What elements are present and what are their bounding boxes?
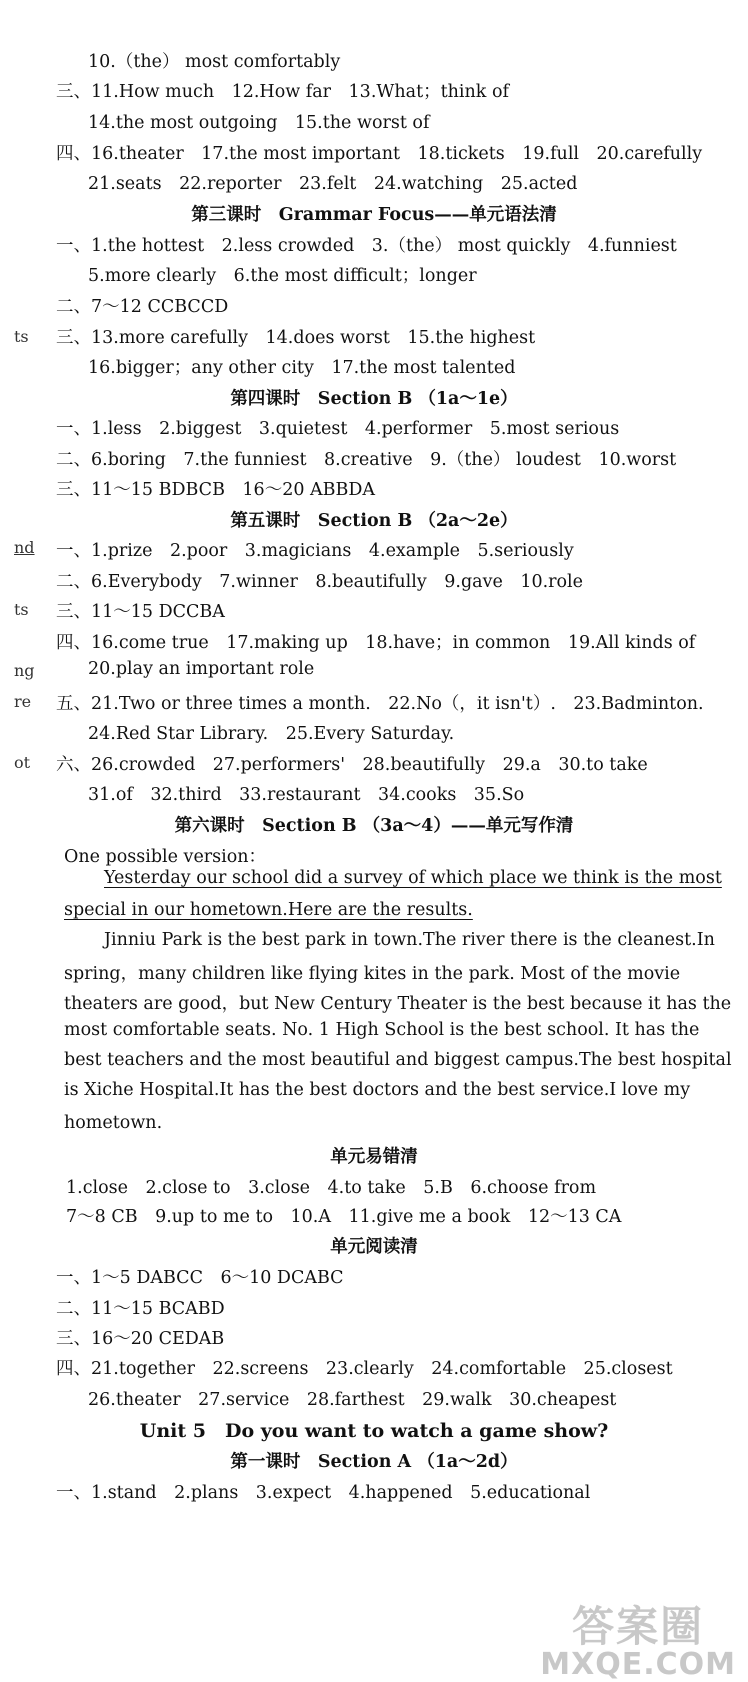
- unit-title: Unit 5 Do you want to watch a game show?: [139, 1420, 609, 1442]
- answer-line: 7～8 CB 9.up to me to 10.A 11.give me a book 12～13 CA: [66, 1207, 622, 1227]
- answer-line: 二、6.boring 7.the funniest 8.creative 9.（the） loudest 10.worst: [56, 450, 677, 470]
- writing-line: most comfortable seats. No. 1 High School is the best school. It has the: [64, 1020, 700, 1040]
- answer-line: 26.theater 27.service 28.farthest 29.walk 30.cheapest: [88, 1390, 617, 1410]
- watermark-url: MXQE.COM: [540, 1647, 736, 1682]
- answer-line: 5.more clearly 6.the most difficult；longer: [88, 266, 477, 286]
- answer-line: 16.bigger；any other city 17.the most talented: [88, 358, 516, 378]
- answer-line: 一、1.less 2.biggest 3.quietest 4.performer 5.most serious: [56, 419, 620, 439]
- answer-line: 六、26.crowded 27.performers' 28.beautifully 29.a 30.to take: [56, 755, 648, 775]
- answer-line: 二、7～12 CCBCCD: [56, 297, 229, 317]
- section-heading: 单元易错清: [330, 1147, 418, 1167]
- writing-line: is Xiche Hospital.It has the best doctors and the best service.I love my: [64, 1080, 691, 1100]
- answer-line: 三、11～15 BDBCB 16～20 ABBDA: [56, 480, 376, 500]
- answer-line: 一、1.the hottest 2.less crowded 3.（the） most quickly 4.funniest: [56, 236, 677, 256]
- answer-line: 五、21.Two or three times a month. 22.No（，it isn't）. 23.Badminton.: [56, 694, 704, 714]
- answer-line: 一、1.prize 2.poor 3.magicians 4.example 5.seriously: [56, 541, 574, 561]
- margin-fragment: ot: [14, 753, 31, 772]
- answer-line: 四、16.theater 17.the most important 18.tickets 19.full 20.carefully: [56, 144, 703, 164]
- answer-line: 一、1～5 DABCC 6～10 DCABC: [56, 1268, 344, 1288]
- writing-line: spring，many children like flying kites in the park. Most of the movie: [64, 964, 681, 984]
- watermark-title: 答案圈: [572, 1602, 705, 1651]
- margin-fragment: nd: [14, 538, 35, 557]
- writing-intro: One possible version：: [64, 847, 267, 867]
- answer-line: 三、11～15 DCCBA: [56, 602, 225, 622]
- answer-line: 三、16～20 CEDAB: [56, 1329, 225, 1349]
- answer-line: 二、6.Everybody 7.winner 8.beautifully 9.gave 10.role: [56, 572, 584, 592]
- answer-line: 三、13.more carefully 14.does worst 15.the highest: [56, 328, 536, 348]
- margin-fragment: ng: [14, 661, 35, 680]
- section-heading: 第三课时 Grammar Focus——单元语法清: [191, 205, 557, 225]
- answer-line: 10.（the） most comfortably: [88, 52, 341, 72]
- writing-line: best teachers and the most beautiful and biggest campus.The best hospital: [64, 1050, 732, 1070]
- answer-line: 二、11～15 BCABD: [56, 1299, 225, 1319]
- answer-line: 四、16.come true 17.making up 18.have；in common 19.All kinds of: [56, 633, 696, 653]
- answer-line: 21.seats 22.reporter 23.felt 24.watching 25.acted: [88, 174, 578, 194]
- section-heading: 第四课时 Section B （1a～1e）: [230, 389, 518, 409]
- writing-line: special in our hometown.Here are the results.: [64, 900, 473, 920]
- writing-line: theaters are good，but New Century Theater is the best because it has the: [64, 994, 732, 1014]
- section-heading: 第一课时 Section A （1a～2d）: [230, 1452, 518, 1472]
- margin-fragment: ts: [14, 600, 29, 619]
- answer-line: 20.play an important role: [88, 659, 315, 679]
- answer-line: 1.close 2.close to 3.close 4.to take 5.B 6.choose from: [66, 1178, 597, 1198]
- answer-line: 四、21.together 22.screens 23.clearly 24.comfortable 25.closest: [56, 1359, 673, 1379]
- margin-fragment: ts: [14, 327, 29, 346]
- watermark: [540, 1602, 736, 1682]
- writing-line: Yesterday our school did a survey of which place we think is the most: [104, 868, 722, 888]
- margin-fragment: re: [14, 692, 32, 711]
- section-heading: 第五课时 Section B （2a～2e）: [230, 511, 518, 531]
- answer-line: 31.of 32.third 33.restaurant 34.cooks 35.So: [88, 785, 525, 805]
- section-heading: 单元阅读清: [330, 1237, 418, 1257]
- section-heading: 第六课时 Section B （3a～4）——单元写作清: [174, 816, 574, 836]
- answer-line: 24.Red Star Library. 25.Every Saturday.: [88, 724, 455, 744]
- answer-line: 一、1.stand 2.plans 3.expect 4.happened 5.educational: [56, 1483, 591, 1503]
- answer-line: 14.the most outgoing 15.the worst of: [88, 113, 430, 133]
- answer-line: 三、11.How much 12.How far 13.What；think of: [56, 82, 509, 102]
- writing-line: hometown.: [64, 1113, 163, 1133]
- writing-line: Jinniu Park is the best park in town.The river there is the cleanest.In: [104, 930, 715, 950]
